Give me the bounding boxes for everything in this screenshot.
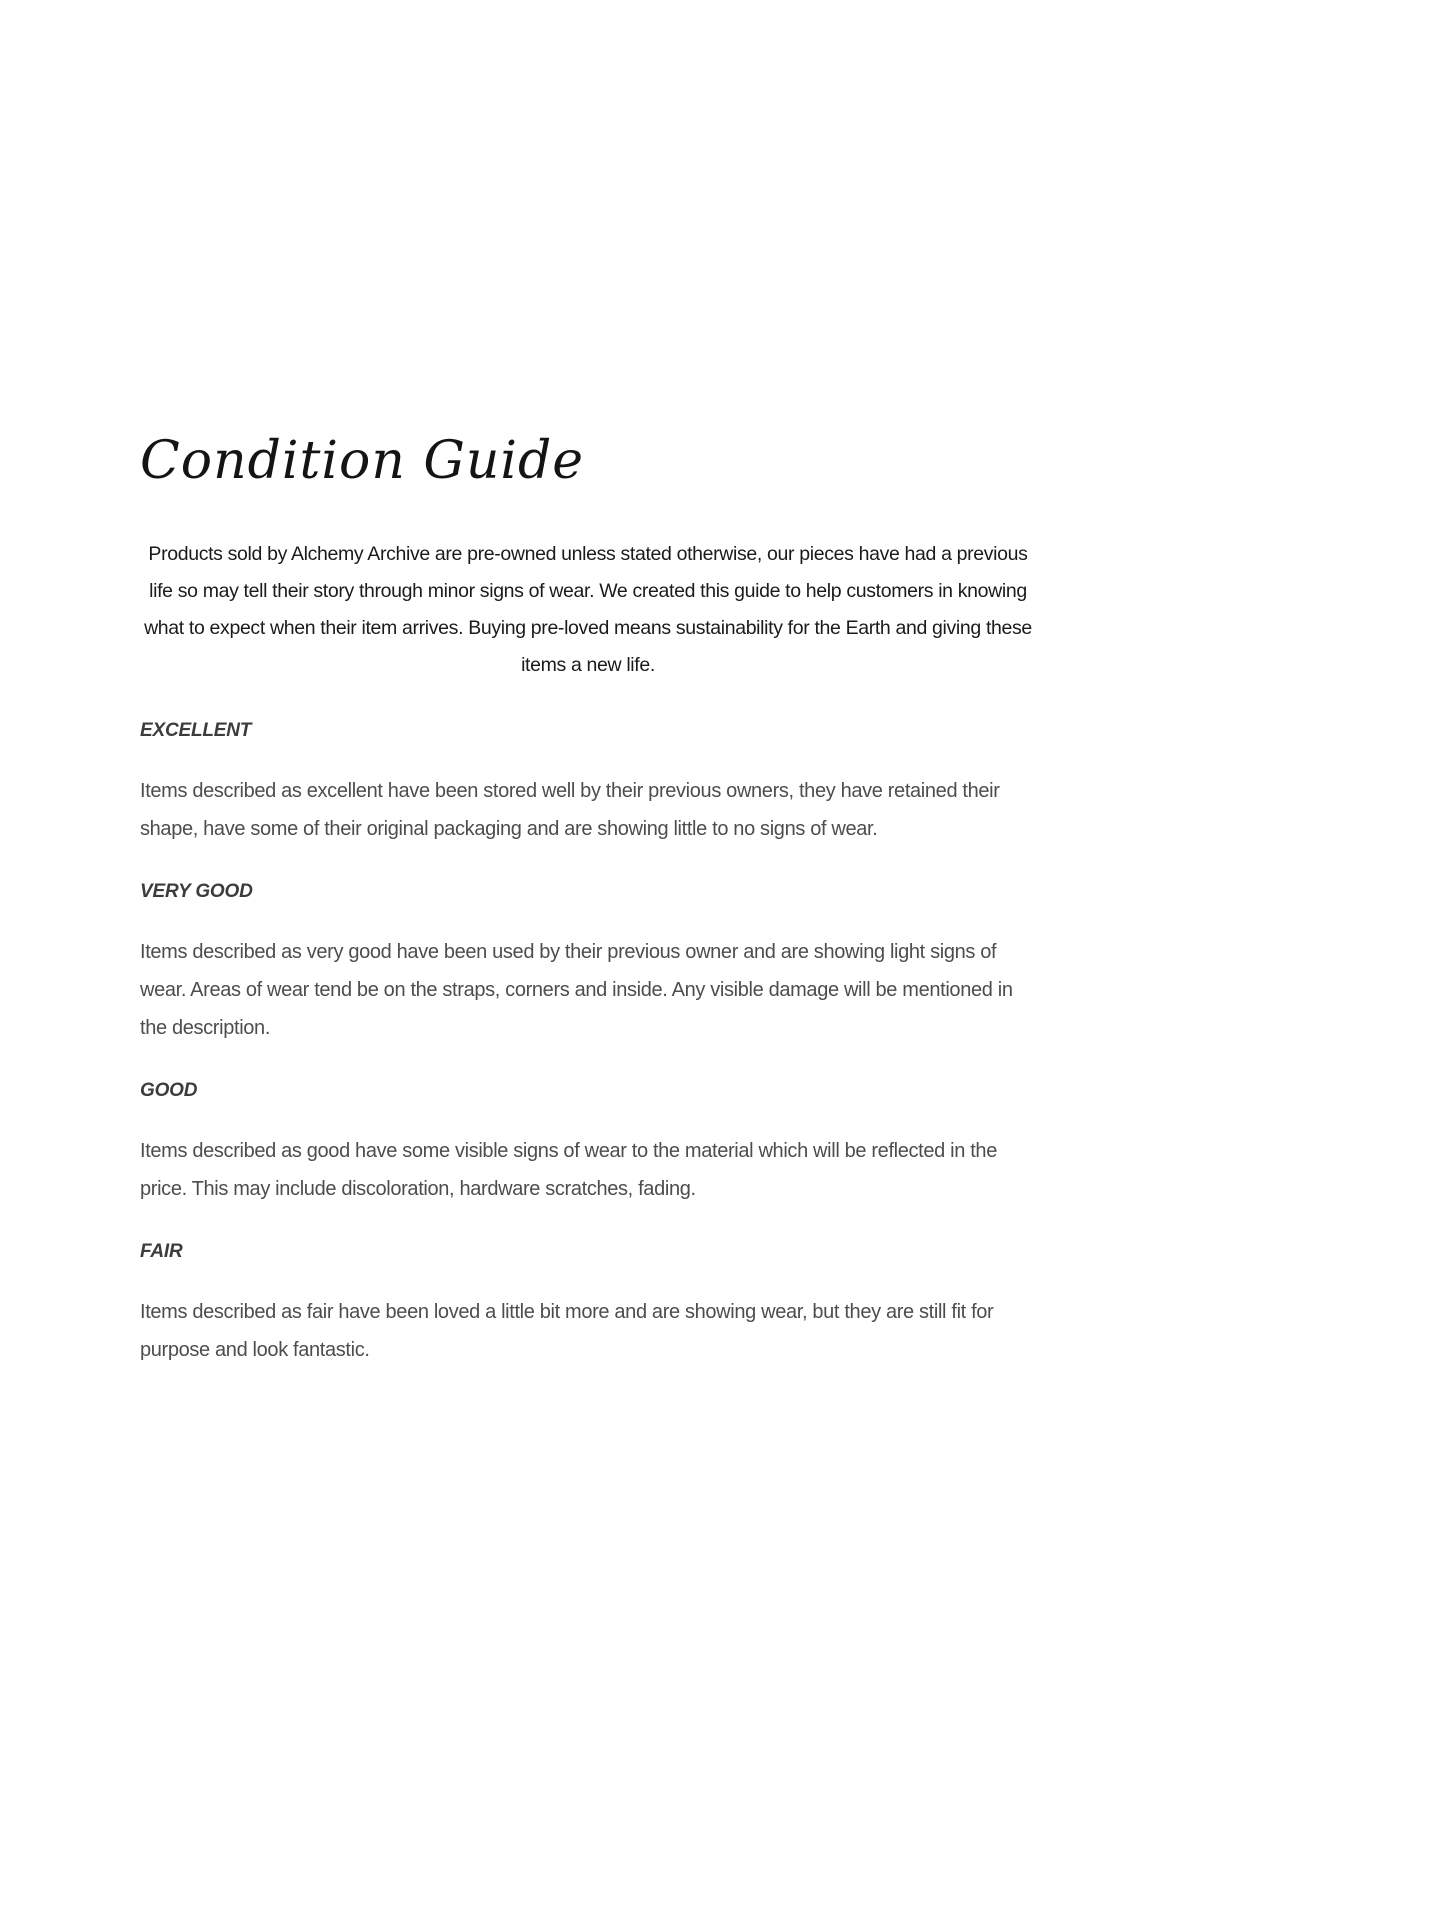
page-title: Condition Guide [140,431,585,491]
section-body-good: Items described as good have some visible signs of wear to the material which will be reflected in the price. This may include discoloration, hardware scratches, fading. [140,1139,997,1200]
section-excellent [140,720,1036,848]
intro-paragraph: Products sold by Alchemy Archive are pre-owned unless stated otherwise, our pieces have had a previous life so may tell their story through minor signs of wear. We created this guide to help customers in knowing what to expect when their item arrives. Buying pre-loved means sustainability for the Earth and giving these items a new life. [144,542,1032,676]
section-heading-excellent: EXCELLENT [140,719,252,741]
section-heading-good: GOOD [140,1079,198,1101]
section-fair [140,1241,1036,1369]
section-heading-very-good: VERY GOOD [140,880,253,902]
section-good [140,1080,1036,1208]
section-very-good [140,881,1036,1047]
section-body-excellent: Items described as excellent have been stored well by their previous owners, they have retained their shape, have some of their original packaging and are showing little to no signs of wear. [140,779,1000,840]
content-column [140,432,1036,1369]
section-body-fair: Items described as fair have been loved a little bit more and are showing wear, but they are still fit for purpose and look fantastic. [140,1300,994,1361]
section-heading-fair: FAIR [140,1240,183,1262]
section-body-very-good: Items described as very good have been used by their previous owner and are showing light signs of wear. Areas of wear tend be on the straps, corners and inside. Any visible damage will be mentioned in the description. [140,940,1013,1039]
